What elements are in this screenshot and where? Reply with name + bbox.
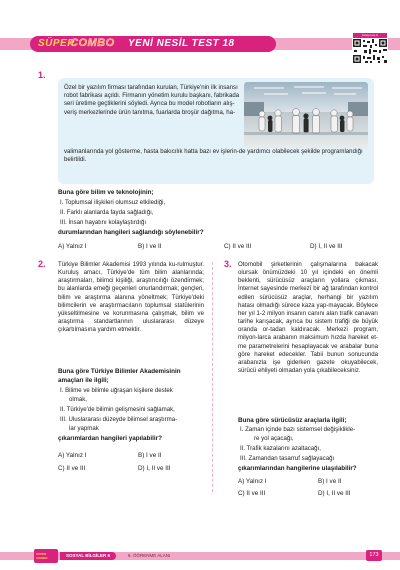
question-1-option-b[interactable]: B) I ve II [138,243,162,250]
question-2-stem-b: amaçları ile ilgili; [58,377,109,384]
question-3-question: çıkarımlarından hangilerine ulaşılabilir? [238,465,357,472]
brand-super: SÜPER [38,38,75,49]
footer-subject: SOSYAL BİLGİLER 6 [60,552,116,560]
question-3-item-3: III. Zamandan tasarruf sağlayacağı [240,455,335,462]
question-2-passage: Türkiye Bilimler Akademisi 1993 yılında ku-rulmuştur. Kuruluş amacı, Türkiye'de tüm bilim alanlarında; araştırmaları, bilimci kişiliği, araştırıcılığı özendirmek; bu alanlarda emeği geçenleri onurlandırmak; gençleri, bilim ve araştırma alanına yöneltmek; Türkiye'deki bilimcilerin ve araştırmacıların toplumsal statülerinin yükseltilmesine ve korunmasına çalışmak, bilim ve araştırma standartlarının uluslararası düzeye çıkartılmasına yardım etmektir. [58,261,204,334]
question-2-item-1b: olmak, [69,396,87,403]
test-title: YENİ NESİL TEST 18 [128,38,235,49]
question-2-option-a[interactable]: A) Yalnız I [58,452,87,459]
question-2-option-c[interactable]: C) II ve III [58,465,86,472]
question-3-item-1a: I. Zaman içinde bazı sistemsel değişiklikle- [240,426,356,433]
footer-logo-text: SÜPER COMBO [36,552,48,560]
robot-factory-photo [244,82,368,148]
question-1-item-2: II. Farklı alanlarda fayda sağladığı, [60,209,154,216]
footer-logo [34,549,58,563]
question-3-stem: Buna göre sürücüsüz araçlarla ilgili; [238,417,347,424]
question-2-option-b[interactable]: B) I ve II [138,452,162,459]
question-3-item-2: II. Trafik kazalarını azaltacağı, [240,445,321,452]
question-2-option-d[interactable]: D) I, II ve III [138,465,171,472]
question-2-item-2: II. Türkiye'de bilimin gelişmesini sağlamak, [60,406,175,413]
question-3-item-1b: re yol açacağı, [254,435,294,442]
page-number: 173 [366,550,382,561]
question-3-option-b[interactable]: B) I ve II [318,478,342,485]
question-3-option-c[interactable]: C) II ve III [238,490,266,497]
question-3-option-d[interactable]: D) I, II ve III [318,490,351,497]
question-1-passage-b: valimanlarında yol gösterme, hasta bakıcılık hatta bazı ev işlerin-de yardımcı olabilecek şekilde programlandığı belirtildi. [64,148,363,164]
question-1-option-c[interactable]: C) II ve III [224,243,252,250]
question-1-item-3: III. İnsan hayatını kolaylaştırdığı [60,219,147,226]
qr-code-icon[interactable] [352,38,388,64]
question-2-question: çıkarımlardan hangileri yapılabilir? [58,435,162,442]
qr-label: kolay.com.tr [353,33,387,38]
question-2-item-3b: lar yapmak [69,425,99,432]
question-2-number: 2. [38,259,46,269]
column-divider [212,262,213,492]
question-2-item-3a: III. Uluslararası düzeyde bilimsel araştırma- [60,416,178,423]
question-1-option-d[interactable]: D) I, II ve III [310,243,343,250]
question-1-passage-a: Özel bir yazılım firması tarafından kurulan, Türkiye'nin ilk insansı robot fabrikası açıldı. Firmanın yönetim kurulu başkanı, fabrikada seri üretime geçtiklerini söyledi. Ayrıca bu model robotların alış-veriş merkezlerinde ürün tanıtma, fuarlarda broşür dağıtma, ha- [64,84,240,116]
footer-learning-area: 6. ÖĞRENME ALANI [128,553,171,558]
question-1-number: 1. [38,70,46,80]
brand-combo: COMBO [70,37,115,49]
question-2-item-1a: I. Bilime ve bilimle uğraşan kişilere destek [60,387,173,394]
question-3-passage: Otomobil şirketlerinin çalışmalarına bakacak olursak önümüzdeki 10 yıl içindeki en önemli beklenti, sürücüsüz araçların yollara çıkması. İnternet sayesinde merkezî bir ağ tarafından kontrol edilen sürücüsüz araçlar, herhangi bir yazılım hatası olmadığı sürece kaza yap-mayacak. Böylece her yıl 1-2 milyon insanın canını alan trafik canavarı tarihe karışacak, ayrıca bu sistem trafiği de büyük oranda or-tadan kaldıracak. Merkezi program, milyon-larca arabanın maksimum hızda hareket et-me parametrelerini hesaplayacak ve arabalar buna göre hareket edecekler. Tabii bunun sonucunda arabanızla işe giderken gazete okuyabilecek, sürücü ehliyeti olmadan yola çıkabileceksiniz. [238,261,378,375]
question-1-option-a[interactable]: A) Yalnız I [58,243,87,250]
question-2-stem-a: Buna göre Türkiye Bilimler Akademisinin [58,368,181,375]
question-1-item-1: I. Toplumsal ilişkileri olumsuz etkilediği, [60,199,166,206]
question-3-number: 3. [224,259,232,269]
question-1-stem: Buna göre bilim ve teknolojinin; [58,189,154,196]
question-1-question: durumlarından hangileri sağlandığı söylenebilir? [58,229,204,236]
question-3-option-a[interactable]: A) Yalnız I [238,478,267,485]
